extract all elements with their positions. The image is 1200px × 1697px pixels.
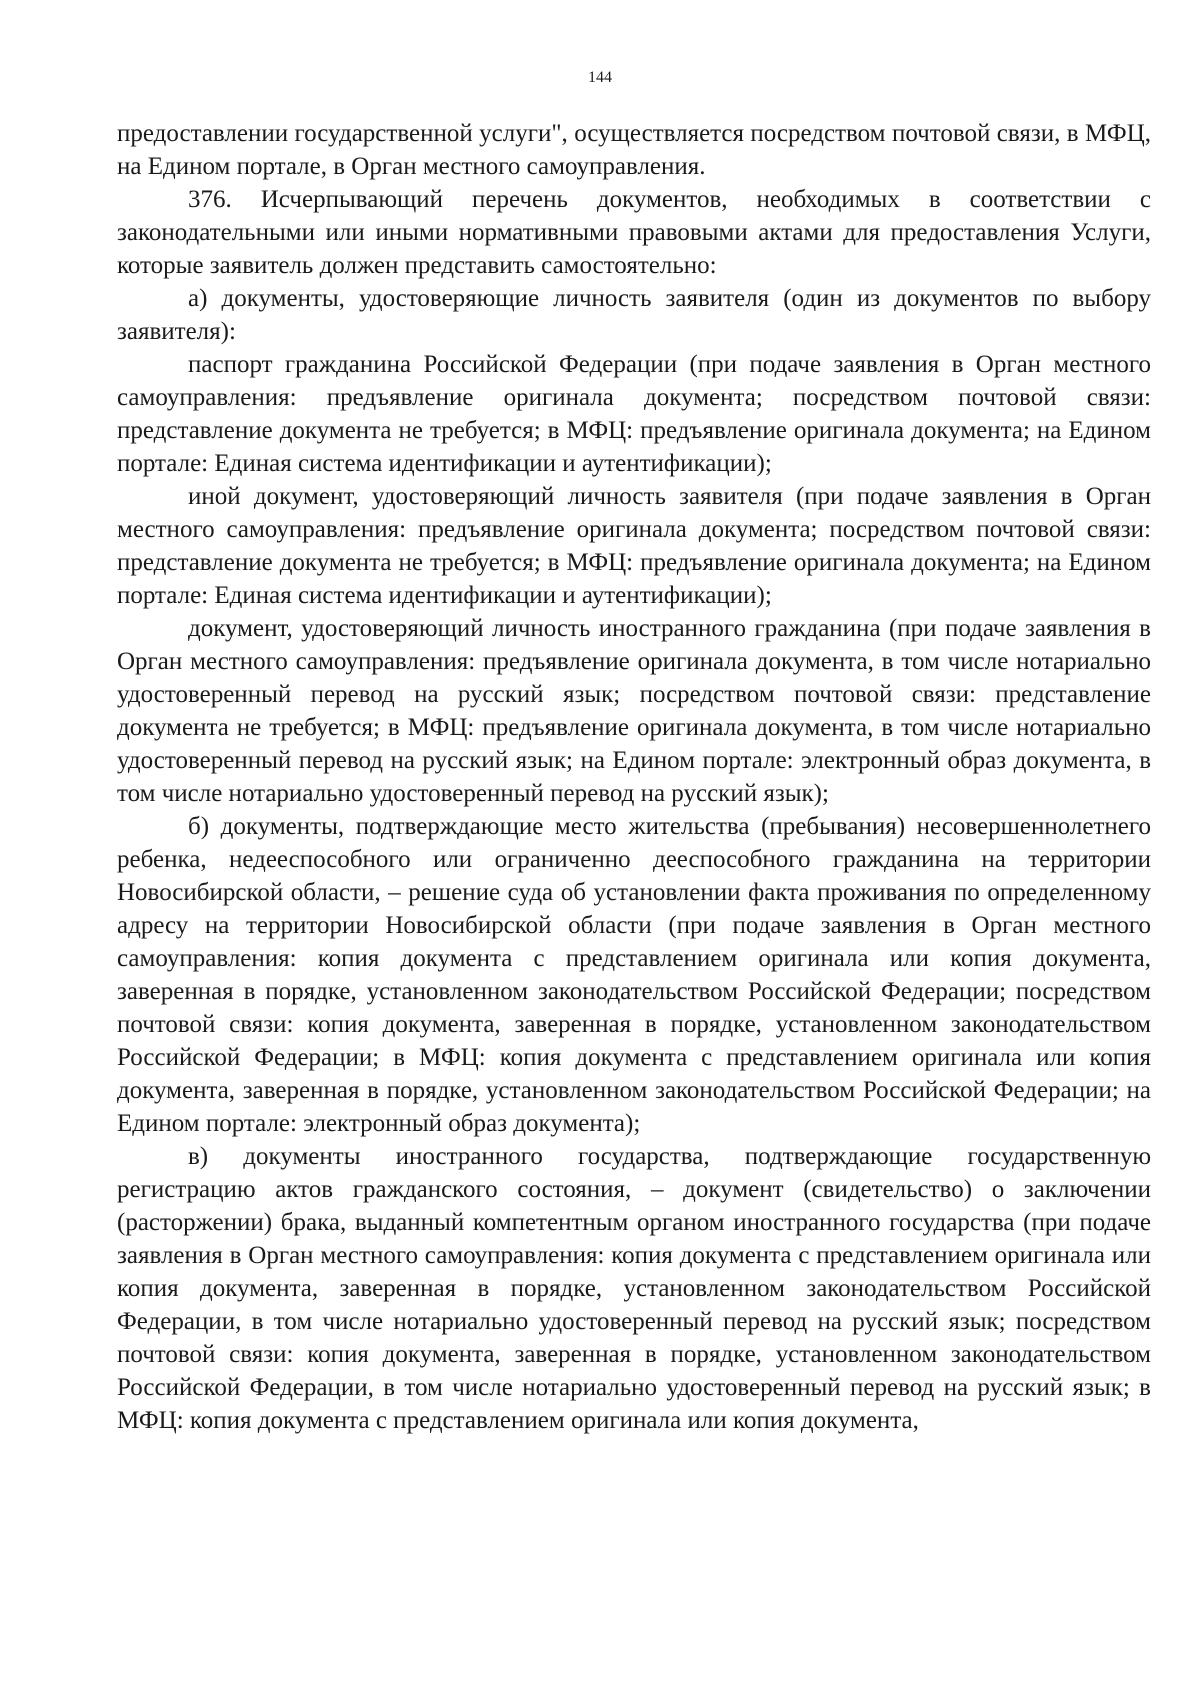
paragraph: а) документы, удостоверяющие личность заявителя (один из документов по выбору заявителя): <box>117 285 1151 345</box>
document-body <box>117 117 1151 1437</box>
paragraph: в) документы иностранного государства, подтверждающие государственную регистрацию актов гражданского состояния, – документ (свидетельство) о заключении (расторжении) брака, выданный компетентным органом иностранного государства (при подаче заявления в Орган местного самоуправления: копия документа с представлением оригинала или копия документа, заверенная в порядке, установленном законодательством Российской Федерации, в том числе нотариально удостоверенный перевод на русский язык; посредством почтовой связи: копия документа, заверенная в порядке, установленном законодательством Российской Федерации, в том числе нотариально удостоверенный перевод на русский язык; в МФЦ: копия документа с представлением оригинала или копия документа, <box>117 1143 1151 1434</box>
paragraph: паспорт гражданина Российской Федерации (при подаче заявления в Орган местного самоуправления: предъявление оригинала документа; посредством почтовой связи: представление документа не требуется; в МФЦ: предъявление оригинала документа; на Едином портале: Единая система идентификации и аутентификации); <box>117 351 1151 477</box>
page-number: 144 <box>588 69 612 86</box>
paragraph: предоставлении государственной услуги", осуществляется посредством почтовой связи, в МФЦ, на Едином портале, в Орган местного самоуправления. <box>117 120 1151 180</box>
paragraph: 376. Исчерпывающий перечень документов, необходимых в соответствии с законодательными или иными нормативными правовыми актами для предоставления Услуги, которые заявитель должен представить самостоятельно: <box>117 186 1151 279</box>
paragraph: б) документы, подтверждающие место жительства (пребывания) несовершеннолетнего ребенка, недееспособного или ограниченно дееспособного гражданина на территории Новосибирской области, – решение суда об установлении факта проживания по определенному адресу на территории Новосибирской области (при подаче заявления в Орган местного самоуправления: копия документа с представлением оригинала или копия документа, заверенная в порядке, установленном законодательством Российской Федерации; посредством почтовой связи: копия документа, заверенная в порядке, установленном законодательством Российской Федерации; в МФЦ: копия документа с представлением оригинала или копия документа, заверенная в порядке, установленном законодательством Российской Федерации; на Едином портале: электронный образ документа); <box>117 813 1151 1137</box>
paragraph: иной документ, удостоверяющий личность заявителя (при подаче заявления в Орган местного самоуправления: предъявление оригинала документа; посредством почтовой связи: представление документа не требуется; в МФЦ: предъявление оригинала документа; на Едином портале: Единая система идентификации и аутентификации); <box>117 483 1151 609</box>
paragraph: документ, удостоверяющий личность иностранного гражданина (при подаче заявления в Орган местного самоуправления: предъявление оригинала документа, в том числе нотариально удостоверенный перевод на русский язык; посредством почтовой связи: представление документа не требуется; в МФЦ: предъявление оригинала документа, в том числе нотариально удостоверенный перевод на русский язык; на Едином портале: электронный образ документа, в том числе нотариально удостоверенный перевод на русский язык); <box>117 615 1151 807</box>
